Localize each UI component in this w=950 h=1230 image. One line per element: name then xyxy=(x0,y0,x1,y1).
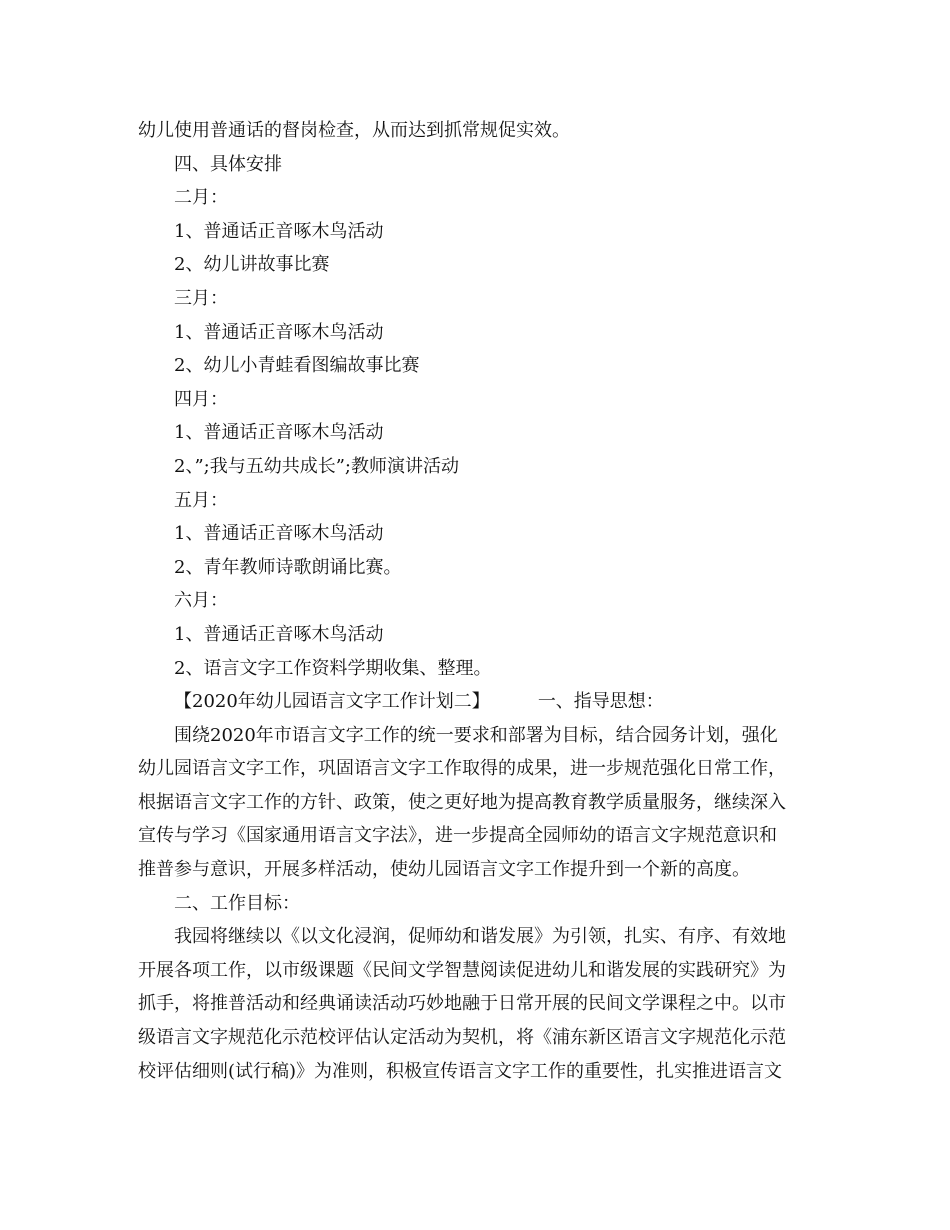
paragraph-line: 校评估细则(试行稿)》为准则，积极宣传语言文字工作的重要性，扎实推进语言文 xyxy=(138,1060,783,1082)
paragraph-line: 我园将继续以《以文化浸润，促师幼和谐发展》为引领，扎实、有序、有效地 xyxy=(174,926,786,948)
paragraph-line: 根据语言文字工作的方针、政策，使之更好地为提高教育教学质量服务，继续深入 xyxy=(138,791,786,813)
list-item: 1、普通话正音啄木鸟活动 xyxy=(174,422,384,444)
guiding-heading: 一、指导思想： xyxy=(537,691,664,713)
list-item: 2、幼儿讲故事比赛 xyxy=(174,254,330,276)
month-heading: 六月： xyxy=(174,590,228,612)
list-item: 2、语言文字工作资料学期收集、整理。 xyxy=(174,657,492,679)
section-heading-goals: 二、工作目标： xyxy=(174,892,300,914)
paragraph-line: 级语言文字规范化示范校评估认定活动为契机，将《浦东新区语言文字规范化示范 xyxy=(138,1027,786,1049)
plan-two-title: 【2020年幼儿园语言文字工作计划二】 xyxy=(174,691,490,713)
text-line: 幼儿使用普通话的督岗检查，从而达到抓常规促实效。 xyxy=(138,120,570,141)
list-item: 2、幼儿小青蛙看图编故事比赛 xyxy=(174,355,420,377)
paragraph-line: 推普参与意识，开展多样活动，使幼儿园语言文字工作提升到一个新的高度。 xyxy=(138,859,750,881)
plan-two-heading-line xyxy=(138,685,814,719)
month-heading: 二月： xyxy=(174,187,228,209)
list-item: 1、普通话正音啄木鸟活动 xyxy=(174,523,384,545)
list-item: 2、青年教师诗歌朗诵比赛。 xyxy=(174,556,402,578)
month-heading: 三月： xyxy=(174,287,228,309)
paragraph-line: 宣传与学习《国家通用语言文字法》，进一步提高全园师幼的语言文字规范意识和 xyxy=(138,825,777,847)
list-item: 2、”;我与五幼共成长”;教师演讲活动 xyxy=(174,455,459,477)
month-heading: 五月： xyxy=(174,489,228,511)
list-item: 1、普通话正音啄木鸟活动 xyxy=(174,220,384,242)
paragraph-line: 抓手，将推普活动和经典诵读活动巧妙地融于日常开展的民间文学课程之中。以市 xyxy=(138,993,786,1015)
section-heading-arrangement: 四、具体安排 xyxy=(174,153,282,175)
month-heading: 四月： xyxy=(174,388,228,410)
list-item: 1、普通话正音啄木鸟活动 xyxy=(174,321,384,343)
paragraph-line: 幼儿园语言文字工作，巩固语言文字工作取得的成果，进一步规范强化日常工作， xyxy=(138,758,786,780)
list-item: 1、普通话正音啄木鸟活动 xyxy=(174,623,384,645)
paragraph-line: 围绕2020年市语言文字工作的统一要求和部署为目标，结合园务计划，强化 xyxy=(174,724,778,746)
document-body xyxy=(138,114,814,1088)
paragraph-line: 开展各项工作，以市级课题《民间文学智慧阅读促进幼儿和谐发展的实践研究》为 xyxy=(138,959,786,981)
